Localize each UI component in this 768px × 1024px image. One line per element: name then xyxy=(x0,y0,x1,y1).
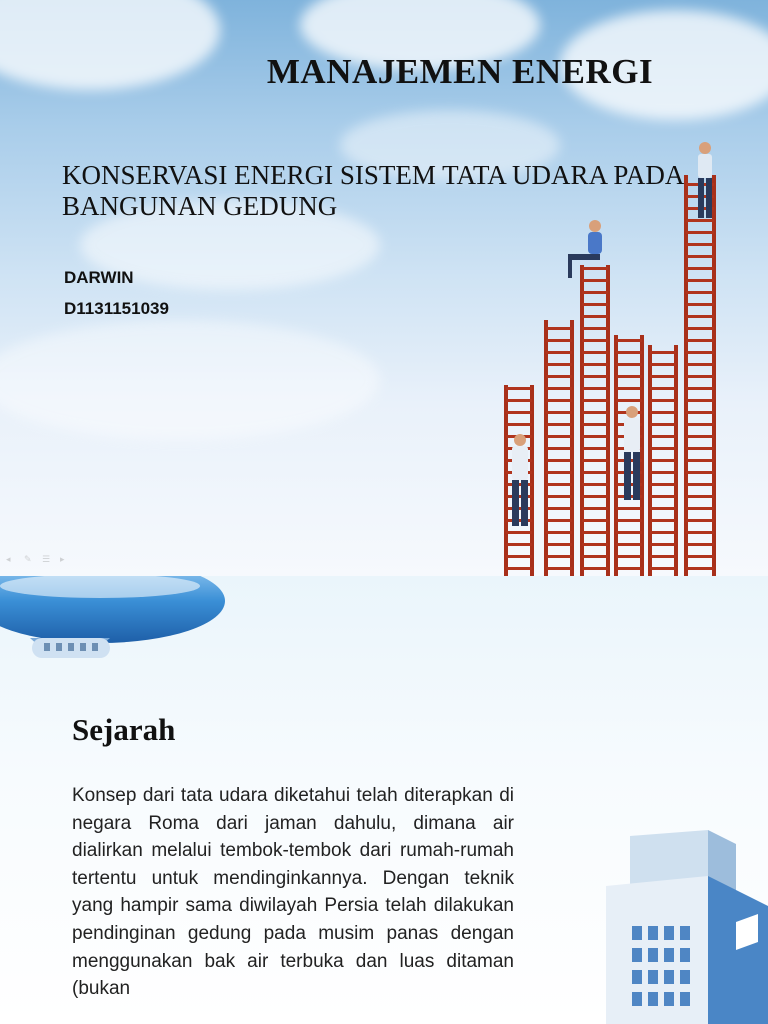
ladders-illustration xyxy=(490,130,768,576)
pen-icon[interactable]: ✎ xyxy=(24,555,32,565)
author-name: DARWIN xyxy=(64,268,134,287)
menu-icon[interactable]: ☰ xyxy=(42,555,51,565)
cloud xyxy=(0,320,380,440)
forward-arrow-icon[interactable]: ▸ xyxy=(60,555,65,565)
slide-nav-controls xyxy=(6,556,70,564)
building-illustration xyxy=(596,826,768,1024)
presentation-title: MANAJEMEN ENERGI xyxy=(266,52,654,91)
section-paragraph: Konsep dari tata udara diketahui telah diterapkan di negara Roma dari jaman dahulu, dimana air dialirkan melalui tembok-tembok dari rumah-rumah tertentu untuk mendinginkannya. Dengan teknik yang hampir sama diwilayah Persia telah dilakukan pendinginan gedung pada musim panas dengan menggunakan bak air terbuka dan luas ditaman (bukan xyxy=(72,785,514,1000)
blimp-illustration xyxy=(0,576,230,686)
section-heading: Sejarah xyxy=(72,712,176,747)
author-id: D1131151039 xyxy=(64,299,169,318)
back-arrow-icon[interactable]: ◂ xyxy=(6,555,11,565)
content-slide xyxy=(0,576,768,1024)
presentation-subtitle: KONSERVASI ENERGI SISTEM TATA UDARA PADA BANGUNAN GEDUNG xyxy=(62,160,683,221)
